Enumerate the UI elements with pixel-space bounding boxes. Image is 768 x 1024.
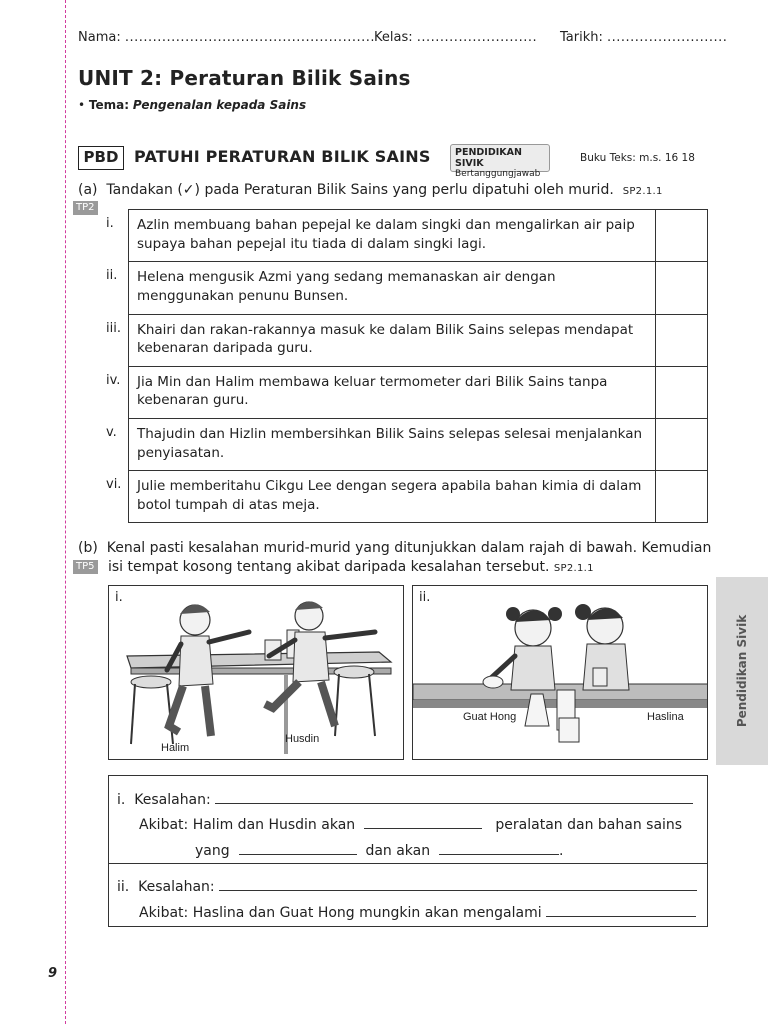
- caption-guat-hong: Guat Hong: [463, 711, 517, 723]
- caption-haslina: Haslina: [647, 711, 684, 723]
- table-row: i. Azlin membuang bahan pepejal ke dalam singki dan mengalirkan air paip supaya bahan pepejal itu tiada di dalam singki lagi.: [106, 209, 708, 261]
- answer-ii-akibat: Akibat: Haslina dan Guat Hong mungkin akan mengalami: [139, 903, 696, 921]
- student-info-header: [78, 30, 728, 48]
- tema-line: • Tema: Pengenalan kepada Sains: [78, 98, 307, 112]
- checklist-table: [106, 209, 708, 523]
- answer-i-yang: yang dan akan .: [195, 843, 564, 859]
- tp-badge: TP2: [73, 201, 98, 215]
- margin-dashed-line: [65, 0, 66, 1024]
- answer-ii-kesalahan: ii. Kesalahan:: [117, 877, 697, 895]
- caption-halim: Halim: [161, 742, 190, 754]
- boys-playing-illustration: [109, 586, 404, 760]
- table-row: ii. Helena mengusik Azmi yang sedang memanaskan air dengan menggunakan penunu Bunsen.: [106, 261, 708, 313]
- illustration-ii: ii. Guat Hong Haslina: [412, 585, 708, 760]
- sp-code: SP2.1.1: [553, 562, 594, 574]
- question-b: (b) Kenal pasti kesalahan murid-murid yang ditunjukkan dalam rajah di bawah. Kemudian isi tempat kosong tentang akibat daripada kesalahan tersebut. SP2.1.1: [78, 540, 712, 575]
- answer-divider: [109, 863, 707, 864]
- pbd-section-header: [78, 144, 710, 179]
- blank-kesalahan-i[interactable]: [215, 790, 693, 804]
- question-a: (a) Tandakan (✓) pada Peraturan Bilik Sains yang perlu dipatuhi oleh murid. SP2.1.1: [78, 182, 663, 198]
- nama-field[interactable]: Nama: ......................................................: [78, 30, 375, 45]
- sp-code: SP2.1.1: [622, 186, 663, 197]
- tp-badge: TP5: [73, 560, 98, 574]
- blank-akibat-ii[interactable]: [546, 903, 696, 917]
- answer-i-akibat: Akibat: Halim dan Husdin akan peralatan dan bahan sains: [139, 817, 683, 833]
- table-row: iv. Jia Min dan Halim membawa keluar termometer dari Bilik Sains tanpa kebenaran guru.: [106, 366, 708, 418]
- pbd-title: PATUHI PERATURAN BILIK SAINS: [134, 147, 431, 166]
- blank-akibat-i-2[interactable]: [239, 841, 357, 855]
- textbook-reference: Buku Teks: m.s. 16 18: [580, 152, 695, 164]
- tick-box[interactable]: [656, 314, 708, 366]
- table-row: vi. Julie memberitahu Cikgu Lee dengan segera apabila bahan kimia di dalam botol tumpah di atas meja.: [106, 470, 708, 522]
- illustration-i: i. Halim Husdin: [108, 585, 404, 760]
- caption-husdin: Husdin: [285, 733, 320, 745]
- blank-akibat-i-3[interactable]: [439, 841, 559, 855]
- pbd-box: PBD: [78, 146, 124, 170]
- tick-box[interactable]: [656, 418, 708, 470]
- civic-badge: PENDIDIKAN SIVIK Bertanggungjawab: [450, 144, 550, 172]
- blank-akibat-i-1[interactable]: [364, 815, 482, 829]
- girls-eating-illustration: [413, 586, 708, 760]
- table-row: iii. Khairi dan rakan-rakannya masuk ke dalam Bilik Sains selepas mendapat kebenaran daripada guru.: [106, 314, 708, 366]
- answer-box: [108, 775, 708, 927]
- tick-box[interactable]: [656, 261, 708, 313]
- tick-box[interactable]: [656, 366, 708, 418]
- table-row: v. Thajudin dan Hizlin membersihkan Bilik Sains selepas selesai menjalankan penyiasatan.: [106, 418, 708, 470]
- blank-kesalahan-ii[interactable]: [219, 877, 697, 891]
- tick-box[interactable]: [656, 209, 708, 261]
- kelas-field[interactable]: Kelas: ..........................: [374, 30, 538, 45]
- page-number: 9: [48, 966, 58, 981]
- side-tab: Pendidikan Sivik: [716, 577, 768, 765]
- unit-title: UNIT 2: Peraturan Bilik Sains: [78, 66, 411, 90]
- answer-i-kesalahan: i. Kesalahan:: [117, 790, 693, 808]
- tick-box[interactable]: [656, 470, 708, 522]
- tarikh-field[interactable]: Tarikh: ..........................: [560, 30, 728, 45]
